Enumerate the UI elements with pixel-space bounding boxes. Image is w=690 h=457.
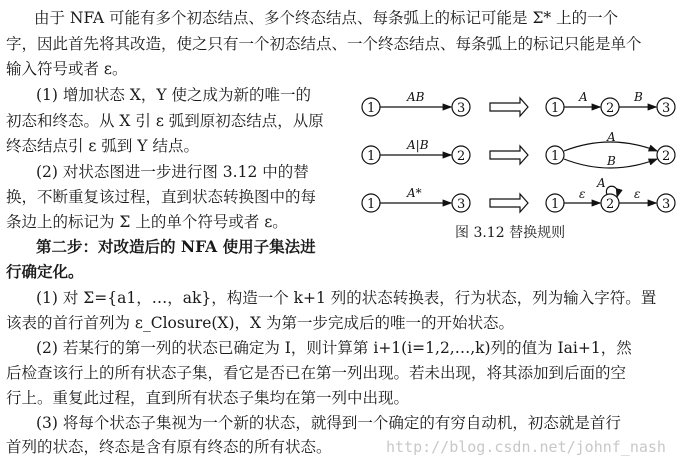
- intro-line: 输入符号或者 ε。: [6, 60, 128, 78]
- sub2-line: (2) 若某行的第一列的状态已确定为 I，则计算第 i+1(i=1,2,…,k)列的值为 Iai+1，然: [36, 339, 632, 357]
- node-label: 1: [551, 149, 560, 164]
- phase2-heading: 行确定化。: [6, 262, 84, 281]
- step2-line: (2) 对状态图进一步进行图 3.12 中的替: [36, 163, 309, 181]
- node-label: 1: [551, 197, 560, 212]
- edge-label: A|B: [407, 138, 429, 152]
- step1-line: 初态和终态。从 X 引 ε 弧到原初态结点，从原: [6, 112, 324, 130]
- edge-label: B: [634, 90, 643, 104]
- node-label: 1: [367, 197, 376, 212]
- node-label: 1: [551, 101, 560, 116]
- sub1-line: (1) 对 Σ={a1，…，ak}，构造一个 k+1 列的状态转换表，行为状态，列为输入字符。置: [36, 289, 657, 307]
- watermark: http://blog.csdn.net/johnf_nash: [386, 438, 666, 456]
- sub2-line: 行上。重复此过程，直到所有状态子集均在第一列中出现。: [6, 389, 410, 407]
- intro-line: 由于 NFA 可能有多个初态结点、多个终态结点、每条弧上的标记可能是 Σ* 上的一个: [34, 9, 619, 27]
- figure-caption: 图 3.12 替换规则: [455, 225, 566, 241]
- node-label: 3: [457, 101, 466, 116]
- sub3-line: (3) 将每个状态子集视为一个新的状态，就得到一个确定的有穷自动机，初态就是首行: [36, 414, 621, 432]
- intro-line: 字，因此首先将其改造，使之只有一个初态结点、一个终态结点、每条弧上的标记只能是单个: [6, 35, 642, 53]
- sub2-line: 后检查该行上的所有状态子集，看它是否已在第一列出现。若未出现，将其添加到后面的空: [6, 364, 627, 382]
- node-label: 3: [662, 197, 671, 212]
- sub1-line: 该表的首行首列为 ε_Closure(X)，X 为第一步完成后的唯一的开始状态。: [6, 314, 514, 332]
- node-label: 2: [457, 149, 466, 164]
- edge-label: ε: [634, 187, 641, 201]
- phase2-heading: 第二步：对改造后的 NFA 使用子集法进: [36, 237, 316, 256]
- edge-label: A: [579, 90, 588, 104]
- step1-line: 终态结点引 ε 弧到 Y 结点。: [6, 137, 199, 155]
- node-label: 2: [606, 197, 615, 212]
- node-label: 3: [662, 101, 671, 116]
- node-label: 2: [606, 101, 615, 116]
- step2-line: 条边上的标记为 Σ 上的单个符号或者 ε。: [6, 213, 288, 231]
- step1-line: (1) 增加状态 X，Y 使之成为新的唯一的: [36, 86, 312, 104]
- edge-label: A: [607, 130, 616, 144]
- node-label: 2: [662, 149, 671, 164]
- node-label: 1: [367, 149, 376, 164]
- node-label: 1: [367, 101, 376, 116]
- edge-label: ε: [579, 187, 586, 201]
- edge-label: B: [607, 154, 616, 168]
- edge-label: AB: [407, 90, 425, 104]
- edge-label: A*: [407, 186, 422, 200]
- sub3-line: 首列的状态，终态是含有原有终态的所有状态。: [6, 438, 332, 456]
- replacement-rules-diagram: [355, 85, 690, 245]
- edge-label: A: [597, 176, 606, 190]
- step2-line: 换，不断重复该过程，直到状态转换图中的每: [6, 188, 317, 206]
- node-label: 3: [457, 197, 466, 212]
